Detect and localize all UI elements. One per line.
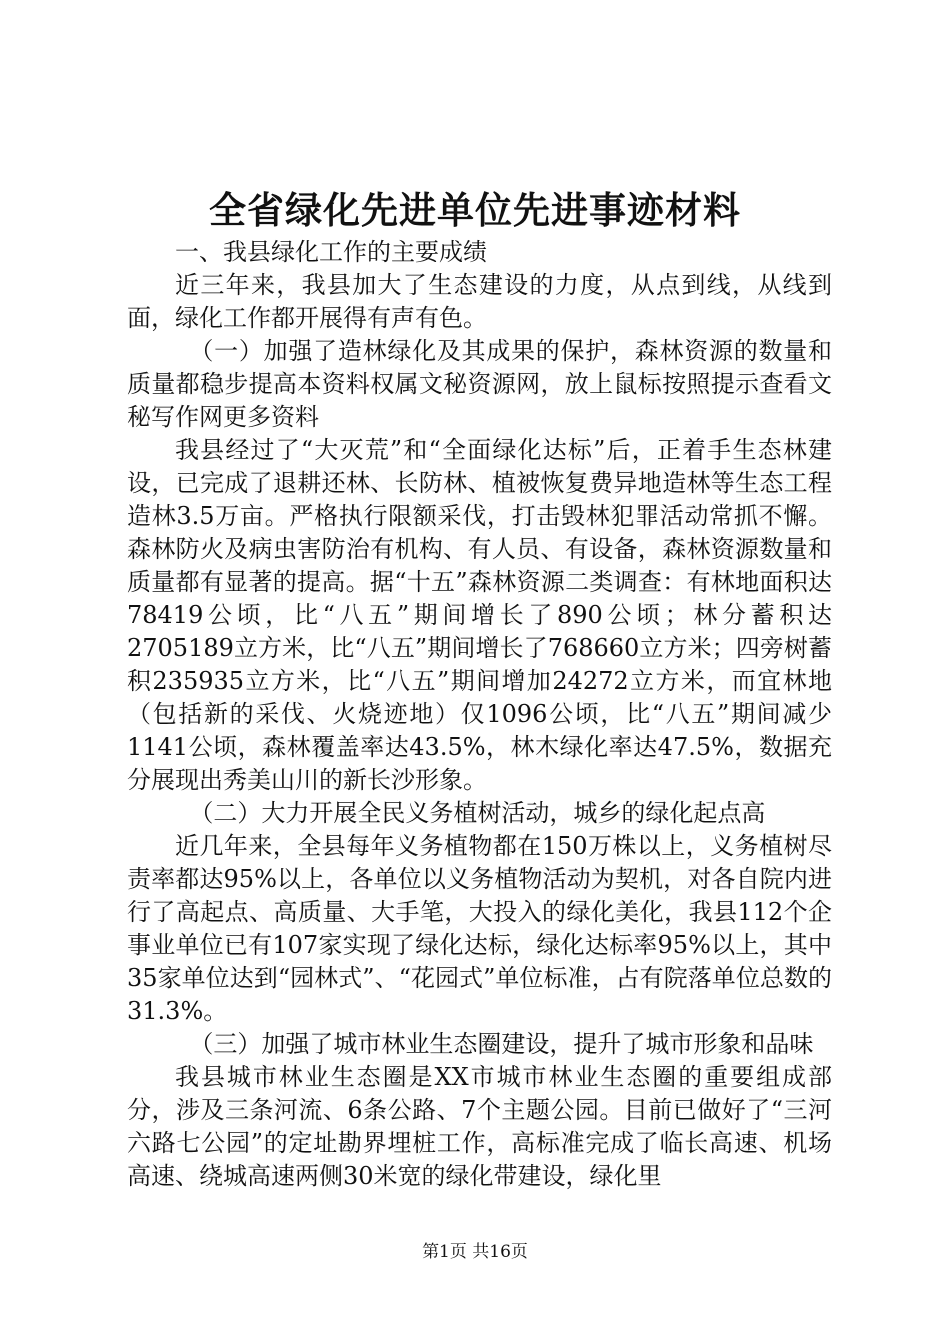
subsection-heading: （三）加强了城市林业生态圈建设，提升了城市形象和品味 (189, 1030, 814, 1058)
paragraph: 我县城市林业生态圈是XX市城市林业生态圈的重要组成部分，涉及三条河流、6条公路、7个主题公园。目前已做好了“三河六路七公园”的定址勘界埋桩工作，高标准完成了临长高速、机场高速、绕城高速两侧30米宽的绿化带建设，绿化里 (127, 1063, 832, 1190)
section-heading: 一、我县绿化工作的主要成绩 (175, 238, 487, 266)
document-body (127, 236, 832, 1193)
paragraph: 近三年来，我县加大了生态建设的力度，从点到线，从线到面，绿化工作都开展得有声有色。 (127, 271, 832, 332)
paragraph: 我县经过了“大灭荒”和“全面绿化达标”后，正着手生态林建设，已完成了退耕还林、长防林、植被恢复费异地造林等生态工程造林3.5万亩。严格执行限额采伐，打击毁林犯罪活动常抓不懈。森林防火及病虫害防治有机构、有人员、有设备，森林资源数量和质量都有显著的提高。据“十五”森林资源二类调查：有林地面积达78419公顷，比“八五”期间增长了890公顷；林分蓄积达2705189立方米，比“八五”期间增长了768660立方米；四旁树蓄积235935立方米，比“八五”期间增加24272立方米，而宜林地（包括新的采伐、火烧迹地）仅1096公顷，比“八五”期间减少1141公顷，森林覆盖率达43.5%，林木绿化率达47.5%，数据充分展现出秀美山川的新长沙形象。 (127, 436, 832, 794)
subsection-heading: （二）大力开展全民义务植树活动，城乡的绿化起点高 (189, 799, 766, 827)
page-number-footer: 第1页 共16页 (422, 1242, 528, 1262)
document-title: 全省绿化先进单位先进事迹材料 (209, 188, 741, 232)
paragraph: 近几年来，全县每年义务植物都在150万株以上，义务植树尽责率都达95%以上，各单位以义务植物活动为契机，对各自院内进行了高起点、高质量、大手笔，大投入的绿化美化，我县112个企事业单位已有107家实现了绿化达标，绿化达标率95%以上，其中35家单位达到“园林式”、“花园式”单位标准，占有院落单位总数的31.3%。 (127, 832, 832, 1025)
subsection-heading: （一）加强了造林绿化及其成果的保护，森林资源的数量和质量都稳步提高本资料权属文秘资源网，放上鼠标按照提示查看文秘写作网更多资料 (127, 337, 832, 431)
